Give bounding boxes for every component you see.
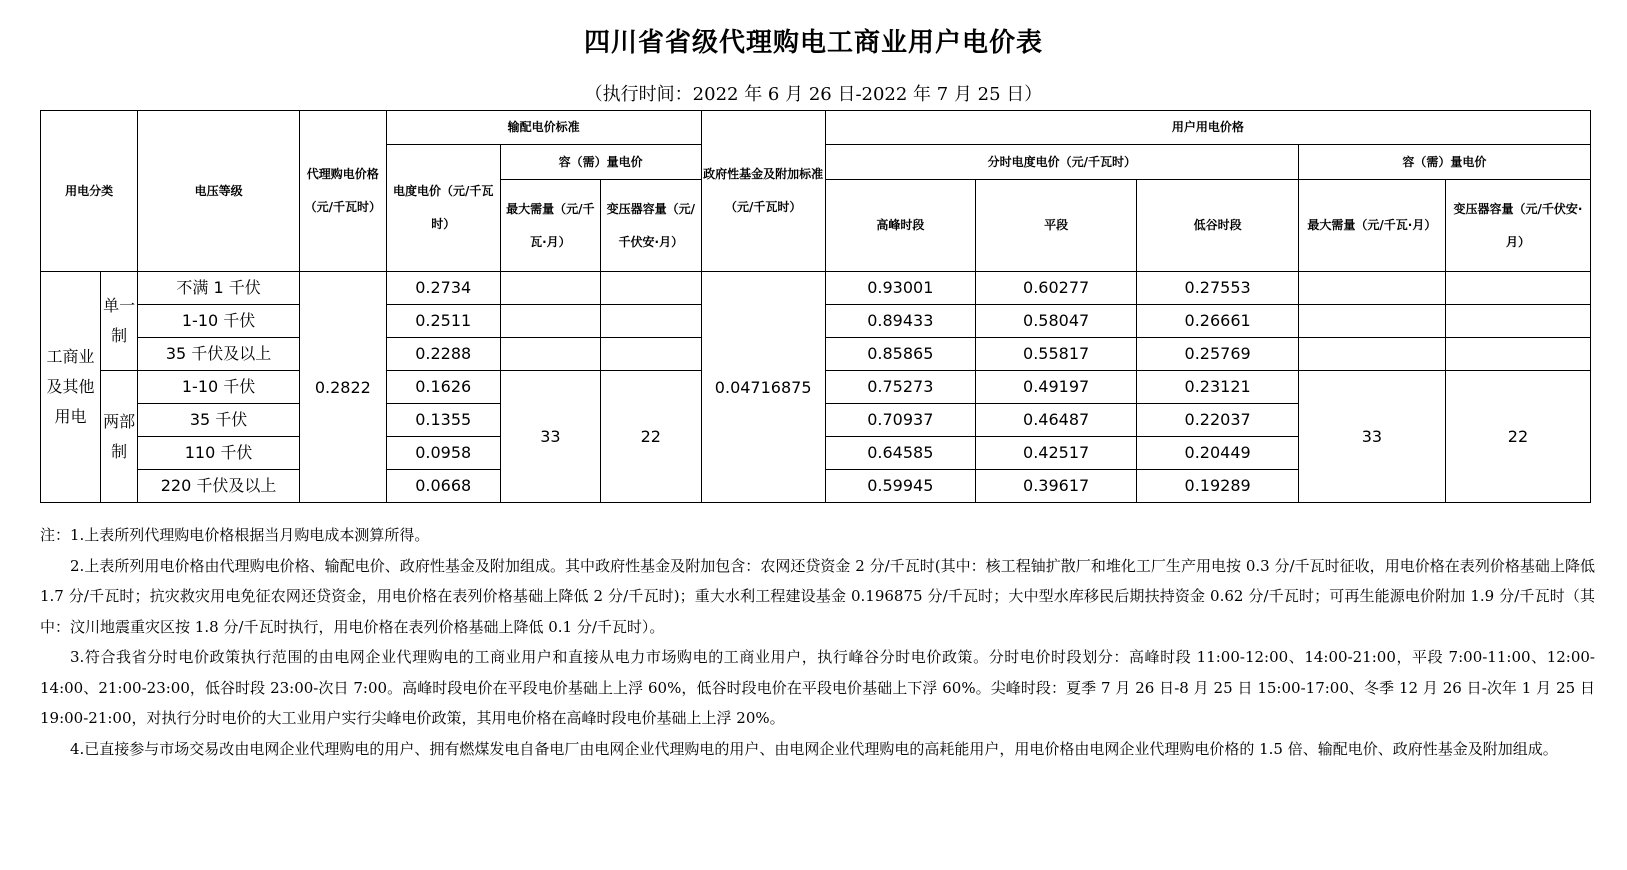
proxy-price-cell: 0.2822: [299, 272, 386, 503]
flat-price-cell: 0.39617: [975, 470, 1137, 503]
flat-price-cell: 0.55817: [975, 338, 1137, 371]
valley-price-cell: 0.25769: [1137, 338, 1299, 371]
energy-price-cell: 0.2734: [386, 272, 500, 305]
voltage-cell: 1-10 千伏: [138, 305, 300, 338]
voltage-cell: 1-10 千伏: [138, 371, 300, 404]
flat-price-cell: 0.58047: [975, 305, 1137, 338]
header-valley: 低谷时段: [1137, 180, 1299, 272]
header-user-price-group: 用户用电价格: [825, 111, 1590, 145]
page-title: 四川省省级代理购电工商业用户电价表: [583, 28, 1043, 58]
peak-price-cell: 0.70937: [825, 404, 975, 437]
energy-price-cell: 0.0958: [386, 437, 500, 470]
header-energy-price: 电度电价（元/千瓦时）: [386, 145, 500, 272]
max-demand-cell: [500, 338, 600, 371]
valley-price-cell: 0.27553: [1137, 272, 1299, 305]
notes-section: [40, 520, 1595, 764]
header-max-demand: 最大需量（元/千瓦·月）: [500, 180, 600, 272]
peak-price-cell: 0.75273: [825, 371, 975, 404]
capacity-transformer-cell: 22: [601, 371, 701, 503]
max-demand-cell: [500, 272, 600, 305]
category-label: 工商业及其他用电: [41, 272, 101, 503]
user-transformer-cell: [1445, 272, 1590, 305]
flat-price-cell: 0.46487: [975, 404, 1137, 437]
valley-price-cell: 0.22037: [1137, 404, 1299, 437]
voltage-cell: 220 千伏及以上: [138, 470, 300, 503]
valley-price-cell: 0.20449: [1137, 437, 1299, 470]
page-subtitle: （执行时间：2022 年 6 月 26 日-2022 年 7 月 25 日）: [584, 84, 1043, 105]
header-voltage: 电压等级: [138, 111, 300, 272]
note-2: 2.上表所列用电价格由代理购电价格、输配电价、政府性基金及附加组成。其中政府性基金及附加包含：农网还贷资金 2 分/千瓦时(其中：核工程铀扩散厂和堆化工厂生产用电按 0.3 分/千瓦时征收，用电价格在表列价格基础上降低 1.7 分/千瓦时；抗灾救灾用电免征农网还贷资金，用电价格在表列价格基础上降低 2 分/千瓦时)；重大水利工程建设基金 0.196875 分/千瓦时；大中型水库移民后期扶持资金 0.62 分/千瓦时；可再生能源电价附加 1.9 分/千瓦时（其中：汶川地震重灾区按 1.8 分/千瓦时执行，用电价格在表列价格基础上降低 0.1 分/千瓦时）。: [40, 556, 1595, 636]
header-transformer: 变压器容量（元/千伏安·月）: [601, 180, 701, 272]
peak-price-cell: 0.64585: [825, 437, 975, 470]
flat-price-cell: 0.49197: [975, 371, 1137, 404]
peak-price-cell: 0.59945: [825, 470, 975, 503]
voltage-cell: 35 千伏: [138, 404, 300, 437]
transformer-cell: [601, 305, 701, 338]
user-capacity-transformer-cell: 22: [1445, 371, 1590, 503]
max-demand-cell: [500, 305, 600, 338]
valley-price-cell: 0.26661: [1137, 305, 1299, 338]
header-category: 用电分类: [41, 111, 138, 272]
header-gov-fund: 政府性基金及附加标准（元/千瓦时）: [701, 111, 825, 272]
energy-price-cell: 0.0668: [386, 470, 500, 503]
user-capacity-max-demand-cell: 33: [1298, 371, 1445, 503]
header-user-transformer: 变压器容量（元/千伏安·月）: [1445, 180, 1590, 272]
header-user-max-demand: 最大需量（元/千瓦·月）: [1298, 180, 1445, 272]
user-max-demand-cell: [1298, 338, 1445, 371]
energy-price-cell: 0.1626: [386, 371, 500, 404]
flat-price-cell: 0.60277: [975, 272, 1137, 305]
energy-price-cell: 0.2288: [386, 338, 500, 371]
gov-fund-cell: 0.04716875: [701, 272, 825, 503]
peak-price-cell: 0.85865: [825, 338, 975, 371]
voltage-cell: 不满 1 千伏: [138, 272, 300, 305]
voltage-cell: 35 千伏及以上: [138, 338, 300, 371]
user-max-demand-cell: [1298, 305, 1445, 338]
peak-price-cell: 0.89433: [825, 305, 975, 338]
note-4: 4.已直接参与市场交易改由电网企业代理购电的用户、拥有燃煤发电自备电厂由电网企业代理购电的用户、由电网企业代理购电的高耗能用户，用电价格由电网企业代理购电价格的 1.5 倍、输配电价、政府性基金及附加组成。: [70, 739, 1558, 758]
user-transformer-cell: [1445, 338, 1590, 371]
header-tou-group: 分时电度电价（元/千瓦时）: [825, 145, 1298, 180]
transformer-cell: [601, 272, 701, 305]
two-part-label: 两部制: [101, 371, 138, 503]
header-proxy-price: 代理购电价格（元/千瓦时）: [299, 111, 386, 272]
note-3: 3.符合我省分时电价政策执行范围的由电网企业代理购电的工商业用户和直接从电力市场购电的工商业用户，执行峰谷分时电价政策。分时电价时段划分：高峰时段 11:00-12:00、14:00-21:00，平段 7:00-11:00、12:00-14:00、21:00-23:00，低谷时段 23:00-次日 7:00。高峰时段电价在平段电价基础上上浮 60%，低谷时段电价在平段电价基础上下浮 60%。尖峰时段：夏季 7 月 26 日-8 月 25 日 15:00-17:00、冬季 12 月 26 日-次年 1 月 25 日 19:00-21:00，对执行分时电价的大工业用户实行尖峰电价政策，其用电价格在高峰时段电价基础上上浮 20%。: [40, 648, 1595, 727]
header-tdp-group: 输配电价标准: [386, 111, 701, 145]
voltage-cell: 110 千伏: [138, 437, 300, 470]
note-1: 注：1.上表所列代理购电价格根据当月购电成本测算所得。: [40, 526, 430, 544]
peak-price-cell: 0.93001: [825, 272, 975, 305]
price-table: [40, 110, 1591, 503]
header-capacity-group: 容（需）量电价: [500, 145, 701, 180]
header-flat: 平段: [975, 180, 1137, 272]
user-max-demand-cell: [1298, 272, 1445, 305]
header-user-capacity-group: 容（需）量电价: [1298, 145, 1590, 180]
valley-price-cell: 0.23121: [1137, 371, 1299, 404]
flat-price-cell: 0.42517: [975, 437, 1137, 470]
energy-price-cell: 0.2511: [386, 305, 500, 338]
single-system-label: 单一制: [101, 272, 138, 371]
transformer-cell: [601, 338, 701, 371]
energy-price-cell: 0.1355: [386, 404, 500, 437]
valley-price-cell: 0.19289: [1137, 470, 1299, 503]
header-peak: 高峰时段: [825, 180, 975, 272]
capacity-max-demand-cell: 33: [500, 371, 600, 503]
user-transformer-cell: [1445, 305, 1590, 338]
